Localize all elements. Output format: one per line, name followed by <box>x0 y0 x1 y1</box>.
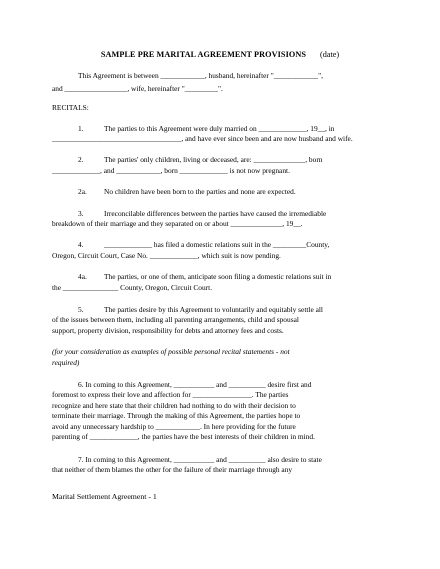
recitals-heading: RECITALS: <box>52 103 89 112</box>
recital-7-cont-1: that neither of them blames the other for the failure of their marriage through any <box>52 465 293 474</box>
recital-1 <box>78 124 335 133</box>
page-footer: Marital Settlement Agreement - 1 <box>52 492 157 501</box>
recital-5 <box>78 305 323 314</box>
recital-6-cont-4: avoid any unnecessary hardship to ____________. In here providing for the future <box>52 422 296 431</box>
recital-text: The parties desire by this Agreement to voluntarily and equitably settle all <box>104 305 323 314</box>
recital-text: _____________ has filed a domestic relations suit in the _________County, <box>104 240 330 249</box>
recital-text: The parties, or one of them, anticipate soon filing a domestic relations suit in <box>104 272 332 281</box>
recital-6-cont-2: recognize and here state that their children had nothing to do with their decision to <box>52 401 296 410</box>
recital-6-cont-3: terminate their marriage. Through the making of this Agreement, the parties hope to <box>52 411 301 420</box>
recital-4a <box>78 272 331 281</box>
recital-number: 4a. <box>78 272 87 281</box>
recital-6-cont-5: parenting of _____________, the parties have the best interests of their children in mind. <box>52 432 315 441</box>
recital-1-cont: ___________________________________, and have ever since been and are now husband and wife. <box>52 134 353 143</box>
recital-3-cont: breakdown of their marriage and they separated on or about ______________, 19__. <box>52 219 303 228</box>
recital-5-cont-1: of the issues between them, including all parenting arrangements, child and spousal <box>52 315 299 324</box>
recital-3 <box>78 209 326 218</box>
recital-text: No children have been born to the parties and none are expected. <box>104 187 296 196</box>
recital-text: Irreconcilable differences between the parties have caused the irremediable <box>104 209 327 218</box>
recital-2a <box>78 187 296 196</box>
recital-4 <box>78 240 329 249</box>
note-line-2: required) <box>52 358 80 367</box>
recital-number: 2a. <box>78 187 87 196</box>
title-main: SAMPLE PRE MARITAL AGREEMENT PROVISIONS <box>100 50 307 59</box>
intro-line-2: and _________________, wife, hereinafter "_________". <box>52 84 223 93</box>
recital-4-cont: Oregon, Circuit Court, Case No. _____________, which suit is now pending. <box>52 251 281 260</box>
recital-4a-cont: the _______________ County, Oregon, Circuit Court. <box>52 283 213 292</box>
recital-number: 4. <box>78 240 84 249</box>
recital-number: 1. <box>78 124 84 133</box>
intro-line-1: This Agreement is between ____________, husband, hereinafter "____________", <box>78 71 323 80</box>
recital-text: The parties' only children, living or deceased, are: ______________, born <box>104 155 323 164</box>
recital-6-cont-1: foremost to express their love and affection for ________________. The parties <box>52 390 289 399</box>
page-title <box>0 50 440 60</box>
recital-number: 3. <box>78 209 84 218</box>
recital-2 <box>78 155 322 164</box>
recital-7: 7. In coming to this Agreement, ___________ and __________ also desire to state <box>78 455 322 464</box>
recital-5-cont-2: support, property division, responsibility for debts and attorney fees and costs. <box>52 326 284 335</box>
recital-number: 2. <box>78 155 84 164</box>
recital-text: The parties to this Agreement were duly married on _____________, 19__, in <box>104 124 335 133</box>
note-line-1: (for your consideration as examples of possible personal recital statements - not <box>52 347 290 356</box>
recital-2-cont: _____________, and ____________, born _____________ is not now pregnant. <box>52 166 290 175</box>
recital-number: 5. <box>78 305 84 314</box>
recital-6: 6. In coming to this Agreement, ___________ and __________ desire first and <box>78 380 312 389</box>
title-date: (date) <box>320 50 340 59</box>
